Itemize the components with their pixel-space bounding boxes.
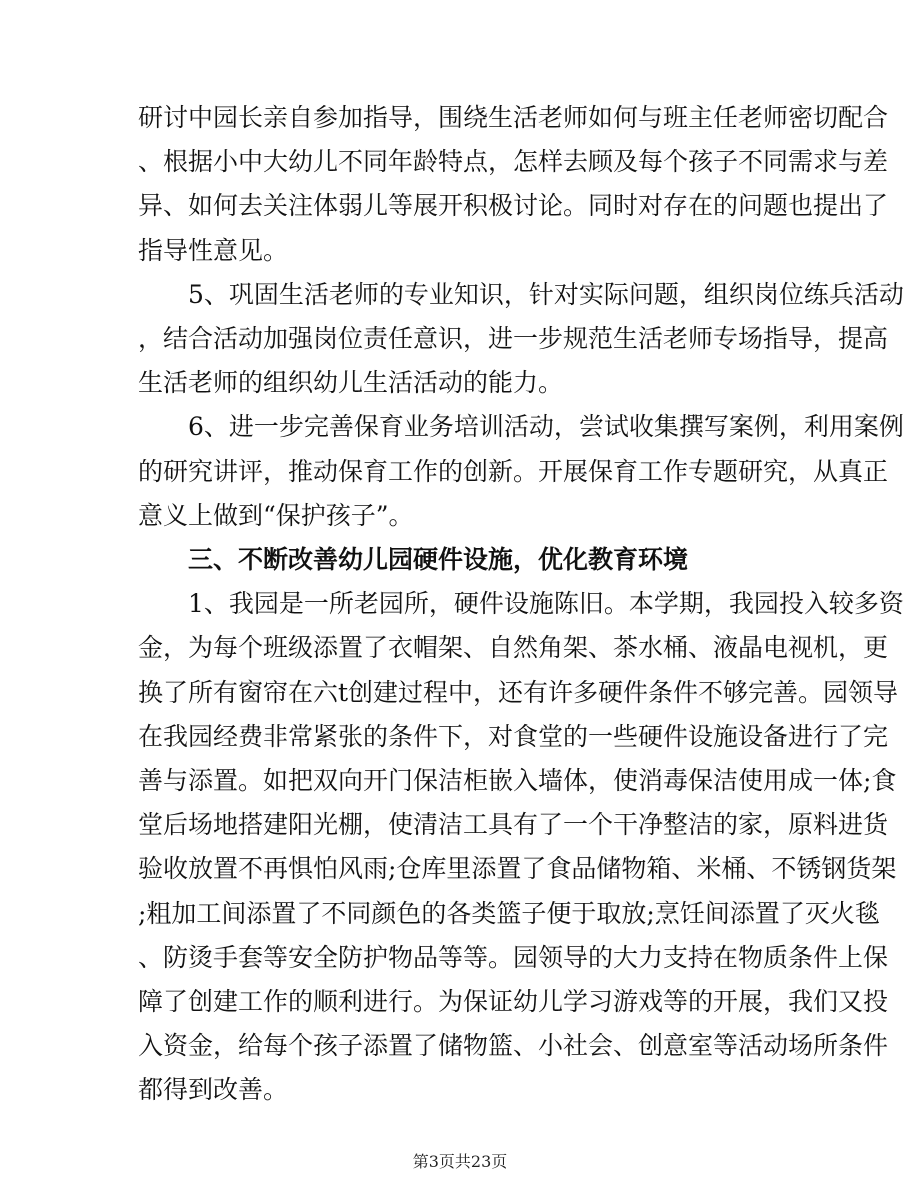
line-text: 的研究讲评，推动保育工作的创新。开展保育工作专题研究，从真正 [138, 457, 889, 486]
text-line [0, 582, 920, 626]
text-line [0, 626, 920, 670]
line-text: 、根据小中大幼儿不同年龄特点，怎样去顾及每个孩子不同需求与差 [138, 147, 889, 176]
line-text: 异、如何去关注体弱儿等展开积极讨论。同时对存在的问题也提出了 [138, 191, 889, 220]
text-line [0, 273, 920, 317]
text-line [0, 715, 920, 759]
line-text: 生活老师的组织幼儿生活活动的能力。 [138, 368, 564, 397]
text-line [0, 184, 920, 228]
section-heading [0, 538, 920, 582]
line-text: 、防烫手套等安全防护物品等等。园领导的大力支持在物质条件上保 [138, 943, 889, 972]
text-line [0, 494, 920, 538]
text-line [0, 450, 920, 494]
line-text: 验收放置不再惧怕风雨;仓库里添置了食品储物箱、米桶、不锈钢货架 [138, 854, 897, 883]
text-line [0, 96, 920, 140]
line-text: 善与添置。如把双向开门保洁柜嵌入墙体，使消毒保洁使用成一体;食 [138, 766, 897, 795]
line-text: ;粗加工间添置了不同颜色的各类篮子便于取放;烹饪间添置了灭火毯 [138, 899, 880, 928]
text-line [0, 361, 920, 405]
line-text: 换了所有窗帘在六t创建过程中，还有许多硬件条件不够完善。园领导 [138, 678, 899, 707]
text-line [0, 980, 920, 1024]
text-line [0, 936, 920, 980]
text-line [0, 803, 920, 847]
line-text: 入资金，给每个孩子添置了储物篮、小社会、创意室等活动场所条件 [138, 1031, 889, 1060]
line-text: 意义上做到“保护孩子”。 [138, 501, 414, 530]
line-text: 6、进一步完善保育业务培训活动，尝试收集撰写案例，利用案例 [188, 412, 904, 441]
line-text: 1、我园是一所老园所，硬件设施陈旧。本学期，我园投入较多资 [188, 589, 904, 618]
text-line [0, 1024, 920, 1068]
text-line [0, 1068, 920, 1112]
text-line [0, 671, 920, 715]
text-line [0, 229, 920, 273]
line-text: 5、巩固生活老师的专业知识，针对实际问题，组织岗位练兵活动 [188, 280, 904, 309]
text-line [0, 892, 920, 936]
text-line [0, 317, 920, 361]
line-text: ，结合活动加强岗位责任意识，进一步规范生活老师专场指导，提高 [138, 324, 889, 353]
section-heading-text: 三、不断改善幼儿园硬件设施，优化教育环境 [188, 545, 689, 574]
line-text: 堂后场地搭建阳光棚，使清洁工具有了一个干净整洁的家，原料进货 [138, 810, 889, 839]
line-text: 在我园经费非常紧张的条件下，对食堂的一些硬件设施设备进行了完 [138, 722, 889, 751]
text-line [0, 847, 920, 891]
line-text: 障了创建工作的顺利进行。为保证幼儿学习游戏等的开展，我们又投 [138, 987, 889, 1016]
line-text: 金，为每个班级添置了衣帽架、自然角架、茶水桶、液晶电视机，更 [138, 633, 889, 662]
text-line [0, 140, 920, 184]
line-text: 指导性意见。 [138, 236, 289, 265]
line-text: 都得到改善。 [138, 1075, 289, 1104]
text-line [0, 759, 920, 803]
page-number-footer: 第3页共23页 [412, 1152, 508, 1171]
line-text: 研讨中园长亲自参加指导，围绕生活老师如何与班主任老师密切配合 [138, 103, 889, 132]
text-line [0, 405, 920, 449]
